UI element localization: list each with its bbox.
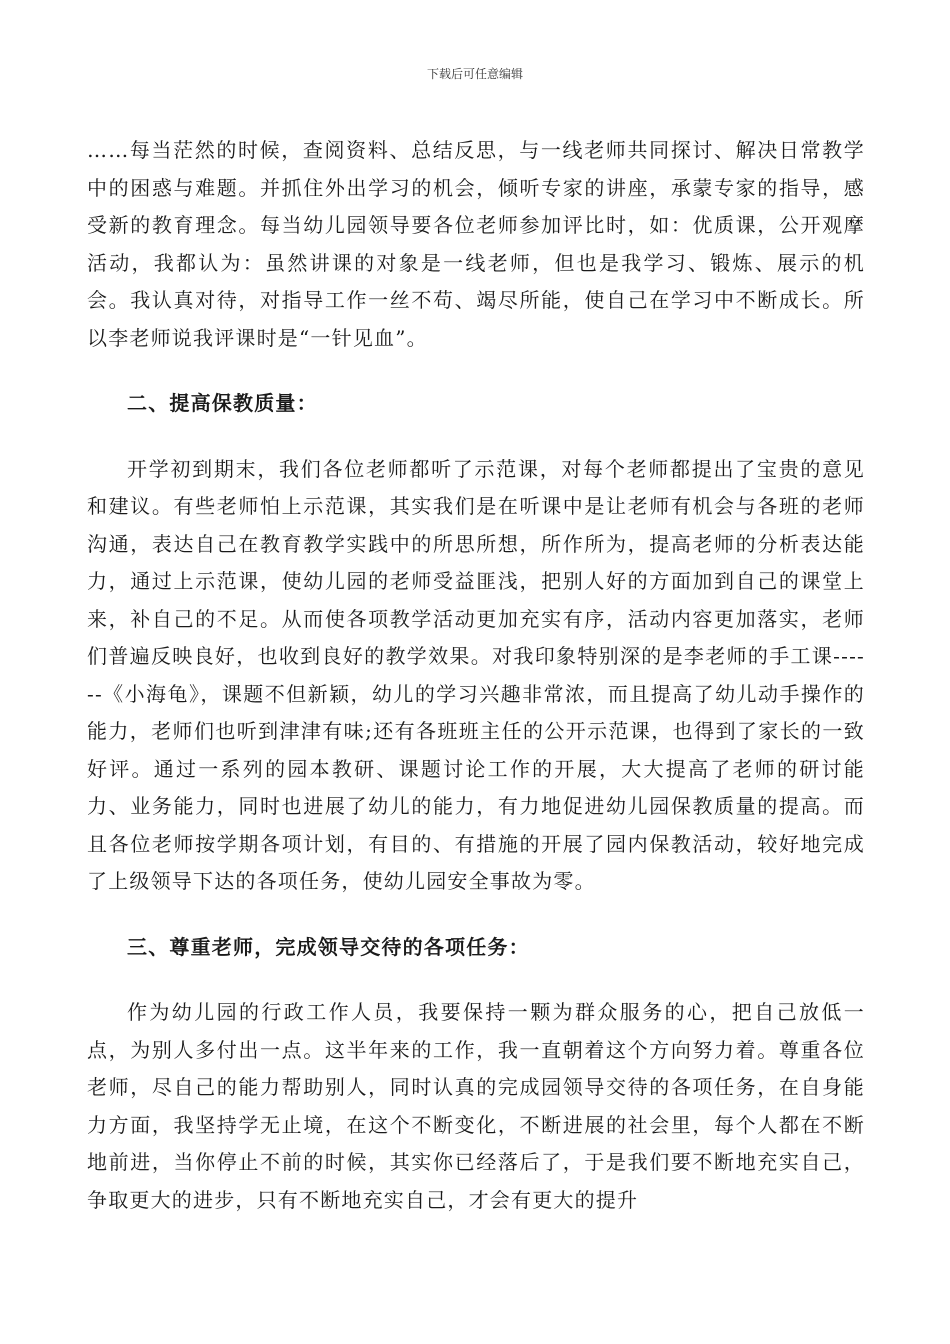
document-body	[87, 132, 865, 1219]
paragraph-teaching-quality: 开学初到期末，我们各位老师都听了示范课，对每个老师都提出了宝贵的意见和建议。有些老师怕上示范课，其实我们是在听课中是让老师有机会与各班的老师沟通，表达自己在教育教学实践中的所思所想，所作所为，提高老师的分析表达能力，通过上示范课，使幼儿园的老师受益匪浅，把别人好的方面加到自己的课堂上来，补自己的不足。从而使各项教学活动更加充实有序，活动内容更加落实，老师们普遍反映良好，也收到良好的教学效果。对我印象特别深的是李老师的手工课------《小海龟》，课题不但新颖，幼儿的学习兴趣非常浓，而且提高了幼儿动手操作的能力，老师们也听到津津有味;还有各班班主任的公开示范课，也得到了家长的一致好评。通过一系列的园本教研、课题讨论工作的开展，大大提高了老师的研讨能力、业务能力，同时也进展了幼儿的能力，有力地促进幼儿园保教质量的提高。而且各位老师按学期各项计划，有目的、有措施的开展了园内保教活动，较好地完成了上级领导下达的各项任务，使幼儿园安全事故为零。	[87, 456, 865, 893]
section-heading-3: 三、尊重老师，完成领导交待的各项任务：	[127, 934, 530, 959]
spacer	[87, 423, 865, 451]
paragraph-respect-teachers: 作为幼儿园的行政工作人员，我要保持一颗为群众服务的心，把自己放低一点，为别人多付出一点。这半年来的工作，我一直朝着这个方向努力着。尊重各位老师，尽自己的能力帮助别人，同时认真的完成园领导交待的各项任务，在自身能力方面，我坚持学无止境，在这个不断变化，不断进展的社会里，每个人都在不断地前进，当你停止不前的时候，其实你已经落后了，于是我们要不断地充实自己，争取更大的进步，只有不断地充实自己，才会有更大的提升	[87, 1000, 865, 1212]
page-header-note: 下载后可任意编辑	[426, 67, 523, 81]
paragraph-study: ……每当茫然的时候，查阅资料、总结反思，与一线老师共同探讨、解决日常教学中的困惑与难题。并抓住外出学习的机会，倾听专家的讲座，承蒙专家的指导，感受新的教育理念。每当幼儿园领导要各位老师参加评比时，如：优质课，公开观摩活动，我都认为：虽然讲课的对象是一线老师，但也是我学习、锻炼、展示的机会。我认真对待，对指导工作一丝不苟、竭尽所能，使自己在学习中不断成长。所以李老师说我评课时是“一针见血”。	[87, 138, 865, 350]
spacer	[87, 901, 865, 929]
spacer	[87, 357, 865, 385]
section-heading-2: 二、提高保教质量：	[127, 391, 318, 415]
spacer	[87, 966, 865, 994]
